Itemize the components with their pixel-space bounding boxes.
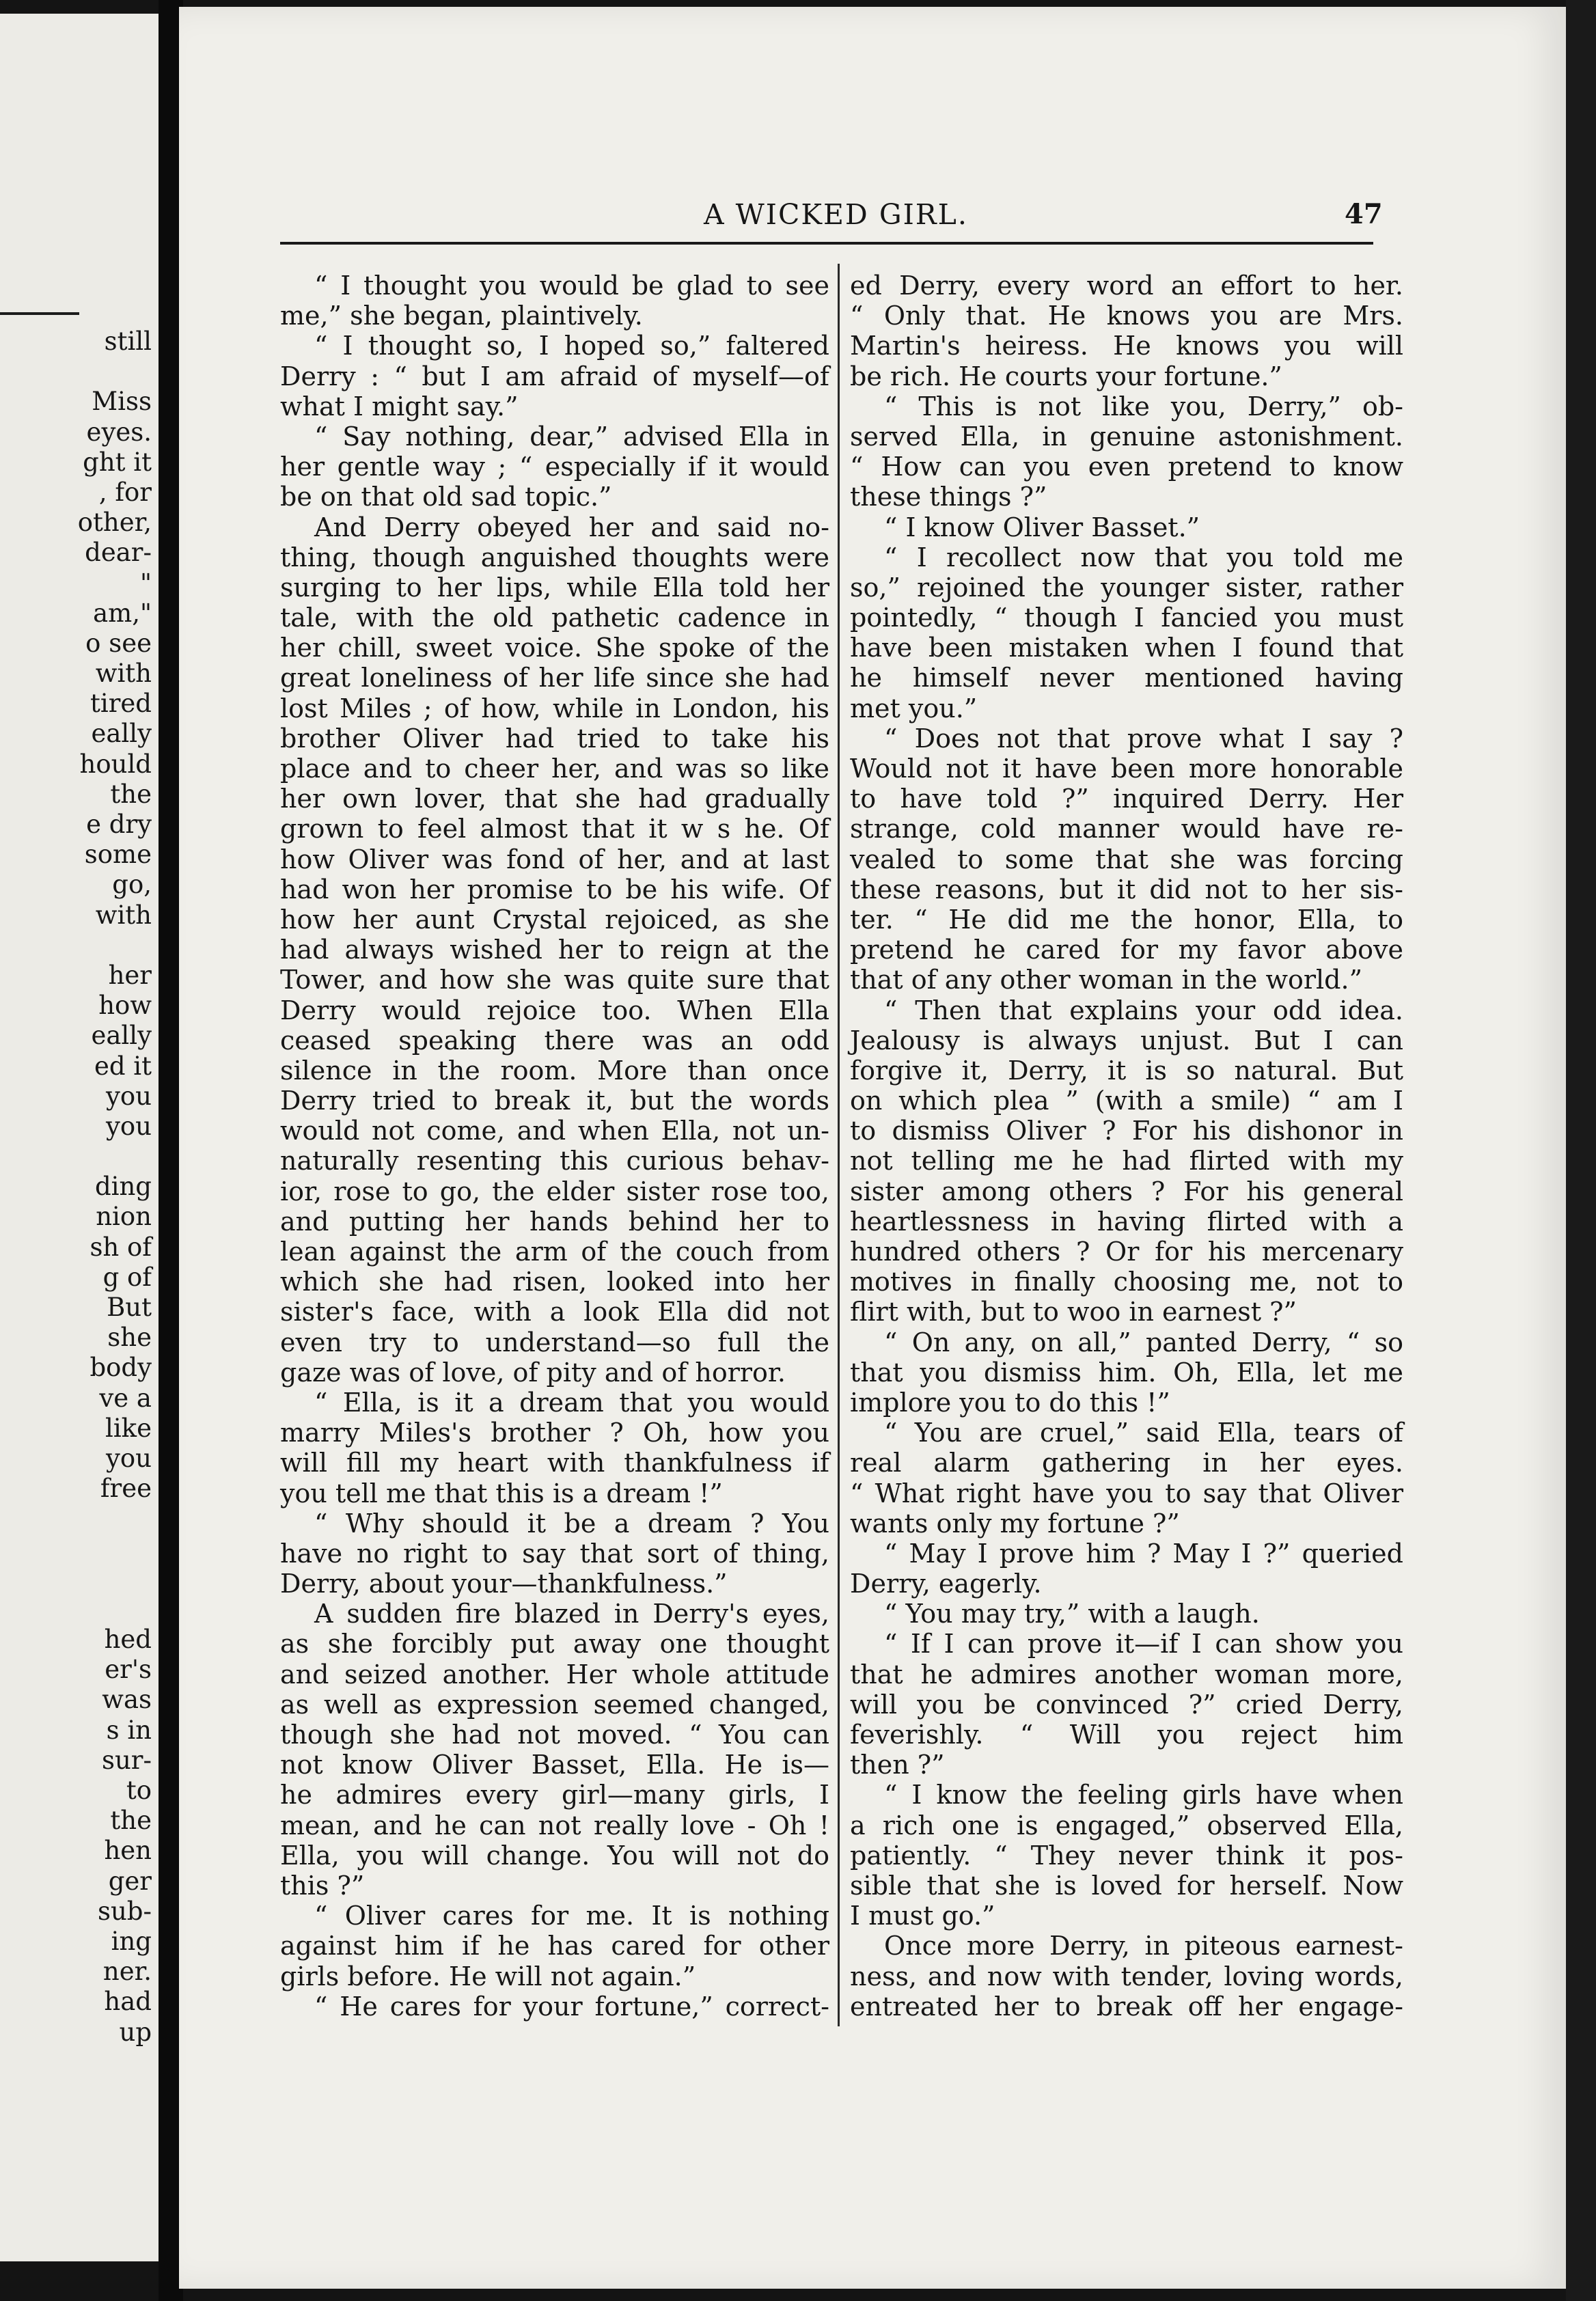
facing-page-line: sur- [101,1745,152,1775]
facing-page-line: Miss [92,387,152,417]
page-edge [1566,0,1596,2301]
facing-page-line: g of [102,1262,152,1292]
facing-page-line: hen [104,1836,152,1866]
facing-page-line [15,1534,152,1565]
facing-page-line: hould [79,749,152,779]
text-line: to have told ?” inquired Derry. Her [850,784,1403,814]
facing-page-line: the [110,779,152,809]
facing-page-line: eally [91,1021,152,1051]
facing-page-line: the [110,1806,152,1836]
text-line: “ He cares for your fortune,” correct- [314,1991,829,2022]
text-line: hundred others ? Or for his mercenary [850,1237,1403,1267]
text-line: her chill, sweet voice. She spoke of the [280,633,829,663]
facing-page-line: tired [90,689,152,719]
facing-page-line: er's [105,1655,152,1685]
text-line: “ Say nothing, dear,” advised Ella in [314,421,829,452]
text-line: pretend he cared for my favor above [850,935,1403,965]
text-line: real alarm gathering in her eyes. [850,1448,1403,1478]
facing-page-line: some [84,840,152,870]
facing-page-fragment [0,14,159,2261]
text-line: her own lover, that she had gradually [280,784,829,814]
facing-page-line: with [95,659,152,689]
page-number: 47 [1345,198,1383,230]
facing-page-line: had [104,1987,152,2017]
facing-page-line: her [108,960,152,990]
facing-page-line: body [90,1353,152,1383]
facing-page-line: like [105,1413,152,1443]
text-line: will fill my heart with thankfulness if [280,1448,829,1478]
text-line: “ You are cruel,” said Ella, tears of [884,1418,1403,1448]
text-line: surging to her lips, while Ella told her [280,572,829,603]
text-line: girls before. He will not again.” [280,1961,696,1992]
text-line: you tell me that this is a dream !” [280,1478,723,1508]
text-line: heartlessness in having flirted with a [850,1206,1403,1237]
text-line: “ I thought you would be glad to see [314,271,829,301]
text-line: And Derry obeyed her and said no- [314,512,829,542]
text-line: and seized another. Her whole attitude [280,1659,829,1690]
text-line: even try to understand—so full the [280,1327,829,1358]
text-line: these reasons, but it did not to her sis- [850,874,1403,905]
facing-page-line: with [95,900,152,930]
text-line: “ On any, on all,” panted Derry, “ so [884,1327,1403,1358]
text-line: “ Only that. He knows you are Mrs. [850,301,1403,331]
facing-page-line: nion [96,1202,152,1232]
text-line: how her aunt Crystal rejoiced, as she [280,904,829,935]
text-line: “ Ella, is it a dream that you would [314,1387,829,1418]
text-line: so,” rejoined the younger sister, rather [850,572,1403,603]
text-line: tale, with the old pathetic cadence in [280,603,829,633]
text-line: pointedly, “ though I fancied you must [850,603,1403,633]
facing-page-line [15,1595,152,1625]
text-line: implore you to do this !” [850,1387,1170,1418]
text-line: “ What right have you to say that Oliver [850,1478,1403,1508]
text-line: vealed to some that she was forcing [850,844,1403,874]
text-line: place and to cheer her, and was so like [280,754,829,784]
facing-page-line [15,357,152,387]
text-line: had won her promise to be his wife. Of [280,874,829,905]
facing-page-line: still [104,327,152,356]
text-line: I must go.” [850,1901,995,1931]
facing-page-line: other, [77,508,152,538]
column-divider [838,264,840,2026]
facing-page-line: e dry [86,810,152,839]
text-line: naturally resenting this curious behav- [280,1146,829,1176]
text-line: Ella, you will change. You will not do [280,1840,829,1871]
text-line: that he admires another woman more, [850,1659,1403,1690]
text-line: Derry, eagerly. [850,1569,1042,1599]
text-line: these things ?” [850,482,1047,512]
facing-page-line: eyes. [86,417,152,447]
text-line: ter. “ He did me the honor, Ella, to [850,904,1403,935]
facing-page-line: am," [93,598,152,628]
facing-page-line [15,1504,152,1534]
text-column-left [280,271,829,2022]
running-title: A WICKED GIRL. [704,198,968,231]
text-line: mean, and he can not really love - Oh ! [280,1810,829,1841]
facing-page-line: ed it [94,1051,152,1081]
facing-page-line: sh of [90,1232,152,1262]
facing-page-line: hed [104,1625,152,1655]
facing-page-line: sub- [97,1896,152,1926]
text-line: grown to feel almost that it w s he. Of [280,814,829,844]
text-line: wants only my fortune ?” [850,1508,1180,1539]
facing-page-line [15,1565,152,1595]
text-line: flirt with, but to woo in earnest ?” [850,1297,1297,1327]
text-line: not telling me he had flirted with my [850,1146,1403,1176]
facing-page-line [15,1142,152,1172]
text-line: served Ella, in genuine astonishment. [850,421,1403,452]
text-line: Derry : “ but I am afraid of myself—of [280,361,829,391]
facing-page-line: up [119,2017,152,2047]
text-line: gaze was of love, of pity and of horror. [280,1357,786,1388]
text-line: marry Miles's brother ? Oh, how you [280,1418,829,1448]
facing-page-line: o see [85,628,152,658]
facing-page-line: s in [106,1715,152,1745]
text-line: “ I know the feeling girls have when [884,1780,1403,1810]
text-line: as well as expression seemed changed, [280,1689,829,1720]
text-line: sister among others ? For his general [850,1176,1403,1207]
text-line: motives in finally choosing me, not to [850,1267,1403,1297]
text-line: “ This is not like you, Derry,” ob- [884,391,1403,422]
text-line: brother Oliver had tried to take his [280,723,829,754]
facing-page-line: you [105,1443,152,1473]
text-line: “ You may try,” with a laugh. [884,1599,1260,1629]
text-line: Would not it have been more honorable [850,754,1403,784]
text-line: which she had risen, looked into her [280,1267,829,1297]
text-line: Derry would rejoice too. When Ella [280,995,829,1025]
facing-page-line: go, [112,870,152,900]
text-line: “ May I prove him ? May I ?” queried [884,1538,1403,1569]
text-line: “ Why should it be a dream ? You [314,1508,829,1539]
text-line: what I might say.” [280,391,519,422]
text-line: have no right to say that sort of thing, [280,1538,829,1569]
facing-page-line [15,931,152,961]
text-line: ceased speaking there was an odd [280,1025,829,1056]
text-line: a rich one is engaged,” observed Ella, [850,1810,1403,1841]
text-line: against him if he has cared for other [280,1931,829,1961]
text-line: sible that she is loved for herself. Now [850,1870,1403,1901]
text-line: Tower, and how she was quite sure that [280,965,829,995]
text-line: will you be convinced ?” cried Derry, [850,1689,1403,1720]
text-line: strange, cold manner would have re- [850,814,1403,844]
facing-page-line: ght it [83,447,152,477]
text-line: ed Derry, every word an effort to her. [850,271,1403,301]
text-line: ness, and now with tender, loving words, [850,1961,1403,1992]
facing-page-line: to [126,1776,152,1805]
text-line: entreated her to break off her engage- [850,1991,1403,2022]
text-line: “ I know Oliver Basset.” [884,512,1200,542]
text-line: Derry tried to break it, but the words [280,1086,829,1116]
text-line: great loneliness of her life since she had [280,663,829,693]
text-line: to dismiss Oliver ? For his dishonor in [850,1116,1403,1146]
header-rule [280,242,1373,245]
text-line: that you dismiss him. Oh, Ella, let me [850,1357,1403,1388]
text-line: “ I recollect now that you told me [884,542,1403,573]
facing-page-line: ing [111,1926,152,1956]
text-line: ior, rose to go, the elder sister rose too, [280,1176,829,1207]
text-line: lost Miles ; of how, while in London, his [280,693,829,724]
text-line: “ Oliver cares for me. It is nothing [314,1901,829,1931]
facing-page-line: eally [91,719,152,749]
text-line: as she forcibly put away one thought [280,1629,829,1659]
text-line: “ I thought so, I hoped so,” faltered [314,331,829,361]
text-line: not know Oliver Basset, Ella. He is— [280,1750,829,1780]
text-line: how Oliver was fond of her, and at last [280,844,829,874]
facing-page-text [15,327,152,2048]
facing-page-rule [0,312,79,315]
text-line: he himself never mentioned having [850,663,1403,693]
text-line: he admires every girl—many girls, I [280,1780,829,1810]
text-line: “ Does not that prove what I say ? [884,723,1403,754]
text-line: lean against the arm of the couch from [280,1237,829,1267]
facing-page-line: ve a [99,1383,152,1413]
text-line: her gentle way ; “ especially if it would [280,452,829,482]
text-line: Martin's heiress. He knows you will [850,331,1403,361]
text-column-right [850,271,1403,2022]
text-line: met you.” [850,693,978,724]
text-line: “ If I can prove it—if I can show you [884,1629,1403,1659]
text-line: that of any other woman in the world.” [850,965,1363,995]
text-line: and putting her hands behind her to [280,1206,829,1237]
facing-page-line: you [105,1081,152,1111]
facing-page-line: " [139,568,152,598]
text-line: have been mistaken when I found that [850,633,1403,663]
text-line: would not come, and when Ella, not un- [280,1116,829,1146]
running-head [704,198,1383,239]
facing-page-line: free [100,1474,152,1504]
text-line: this ?” [280,1870,365,1901]
facing-page-line: she [107,1323,152,1353]
facing-page-line: ner. [102,1957,152,1987]
text-line: me,” she began, plaintively. [280,301,643,331]
text-line: be rich. He courts your fortune.” [850,361,1282,391]
facing-page-line: was [102,1685,152,1715]
facing-page-line: ding [94,1172,152,1202]
text-line: Jealousy is always unjust. But I can [850,1025,1403,1056]
text-line: “ How can you even pretend to know [850,452,1403,482]
text-line: A sudden fire blazed in Derry's eyes, [314,1599,829,1629]
text-line: had always wished her to reign at the [280,935,829,965]
text-line: feverishly. “ Will you reject him [850,1720,1403,1750]
text-line: forgive it, Derry, it is so natural. But [850,1055,1403,1086]
text-line: on which plea ” (with a smile) “ am I [850,1086,1403,1116]
text-line: be on that old sad topic.” [280,482,612,512]
facing-page-line: But [107,1293,152,1322]
facing-page-line: dear- [85,538,152,568]
facing-page-line: how [98,991,152,1021]
text-line: patiently. “ They never think it pos- [850,1840,1403,1871]
text-line: Once more Derry, in piteous earnest- [884,1931,1403,1961]
text-line: thing, though anguished thoughts were [280,542,829,573]
text-line: Derry, about your—thankfulness.” [280,1569,728,1599]
facing-page-line: ger [108,1866,152,1896]
text-line: though she had not moved. “ You can [280,1720,829,1750]
text-line: silence in the room. More than once [280,1055,829,1086]
facing-page-line: , for [98,477,152,507]
text-line: sister's face, with a look Ella did not [280,1297,829,1327]
facing-page-line: you [105,1111,152,1141]
text-line: then ?” [850,1750,945,1780]
text-line: “ Then that explains your odd idea. [884,995,1403,1025]
